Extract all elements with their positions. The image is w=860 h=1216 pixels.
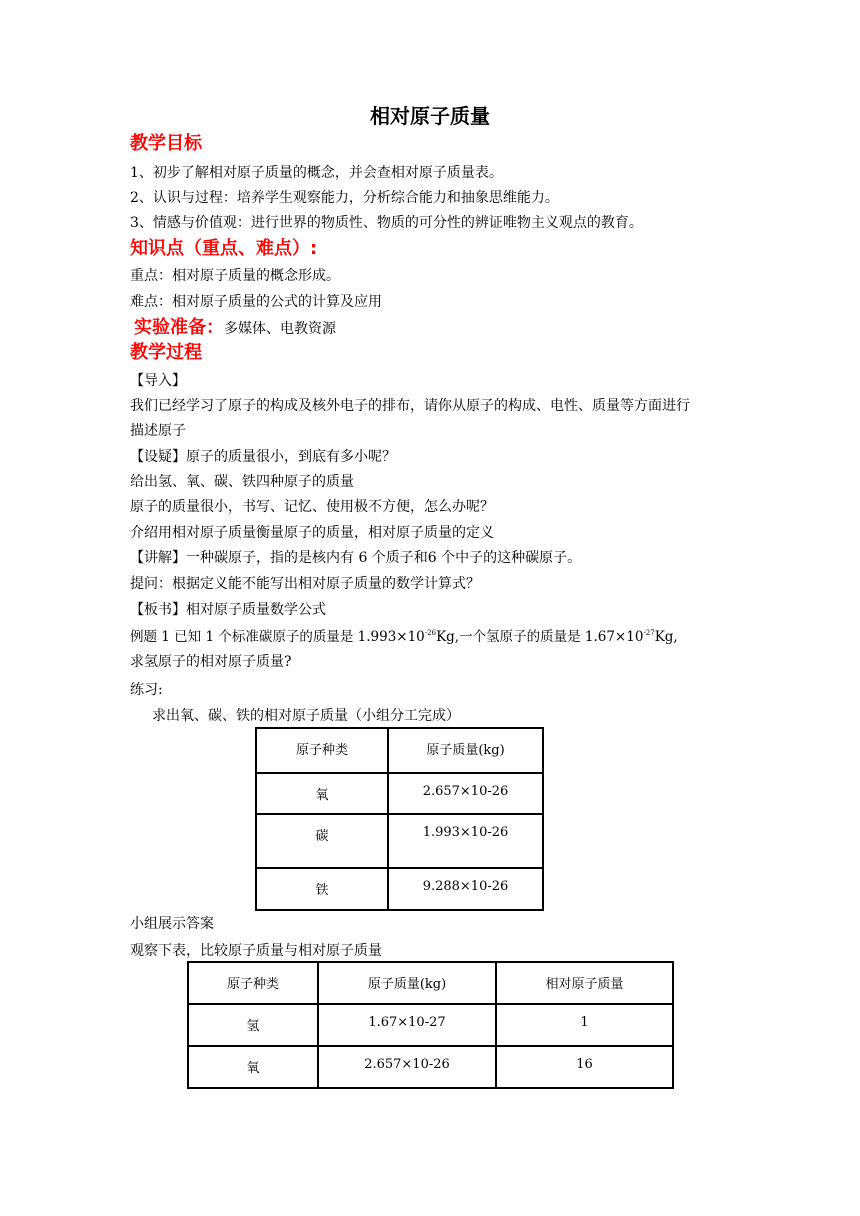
board-text: 【板书】相对原子质量数学公式	[130, 602, 326, 618]
example-line-1	[130, 627, 678, 647]
explain-text: 【讲解】一种碳原子，指的是核内有 6 个质子和6 个中子的这种碳原子。	[130, 550, 582, 566]
observe-text: 观察下表，比较原子质量与相对原子质量	[130, 943, 382, 959]
example-exponent-1: -26	[424, 629, 437, 637]
introduce-text: 介绍用相对原子质量衡量原子的质量，相对原子质量的定义	[130, 525, 494, 541]
table-cell: 铁	[256, 868, 388, 910]
table-cell: 氢	[188, 1004, 318, 1046]
goal-item-1: 1、初步了解相对原子质量的概念，并会查相对原子质量表。	[130, 165, 503, 181]
table-cell: 1	[496, 1004, 673, 1046]
example-line-2: 求氢原子的相对原子质量?	[130, 654, 292, 670]
table-header-cell: 相对原子质量	[496, 962, 673, 1004]
table-row	[188, 1004, 673, 1046]
table-cell: 16	[496, 1046, 673, 1088]
table-row	[256, 773, 543, 814]
question-text: 【设疑】原子的质量很小，到底有多小呢？	[130, 449, 396, 465]
table-header-row	[256, 728, 543, 773]
goal-item-3: 3、情感与价值观：进行世界的物质性、物质的可分性的辨证唯物主义观点的教育。	[130, 215, 643, 231]
experiment-prep	[130, 315, 336, 342]
experiment-prep-text: 多媒体、电教资源	[224, 321, 336, 337]
table-cell: 2.657×10-26	[388, 773, 543, 814]
table-cell: 1.67×10-27	[318, 1004, 496, 1046]
table-cell: 1.993×10-26	[388, 814, 543, 868]
key-point: 重点：相对原子质量的概念形成。	[130, 268, 340, 284]
table-row	[256, 814, 543, 868]
group-show-text: 小组展示答案	[130, 916, 214, 932]
table-header-cell: 原子质量(kg)	[318, 962, 496, 1004]
intro-text-line-2: 描述原子	[130, 423, 186, 439]
heading-teaching-process: 教学过程	[130, 342, 202, 363]
example-text-b: Kg,一个氢原子的质量是 1.67×10	[436, 629, 644, 645]
goal-item-2: 2、认识与过程：培养学生观察能力，分析综合能力和抽象思维能力。	[130, 190, 559, 206]
page-title: 相对原子质量	[370, 104, 490, 128]
difficult-point: 难点：相对原子质量的公式的计算及应用	[130, 294, 382, 310]
comparison-table	[187, 961, 674, 1089]
heading-knowledge-points: 知识点（重点、难点）:	[130, 238, 318, 259]
experiment-prep-label: 实验准备：	[134, 317, 224, 338]
problem-text: 原子的质量很小，书写、记忆、使用极不方便，怎么办呢？	[130, 499, 494, 515]
give-masses-text: 给出氢、氧、碳、铁四种原子的质量	[130, 474, 354, 490]
example-exponent-2: -27	[643, 629, 655, 637]
example-text-a: 例题 1 已知 1 个标准碳原子的质量是 1.993×10	[130, 629, 425, 645]
ask-text: 提问：根据定义能不能写出相对原子质量的数学计算式？	[130, 576, 480, 592]
table-cell: 2.657×10-26	[318, 1046, 496, 1088]
table-cell: 氧	[256, 773, 388, 814]
table-row	[188, 1046, 673, 1088]
table-header-cell: 原子种类	[256, 728, 388, 773]
heading-teaching-goals: 教学目标	[130, 133, 202, 154]
example-text-c: Kg,	[654, 629, 678, 645]
practice-task: 求出氧、碳、铁的相对原子质量（小组分工完成）	[152, 708, 460, 724]
table-cell: 氧	[188, 1046, 318, 1088]
table-row	[256, 868, 543, 910]
table-header-row	[188, 962, 673, 1004]
intro-text-line-1: 我们已经学习了原子的构成及核外电子的排布，请你从原子的构成、电性、质量等方面进行	[130, 398, 690, 414]
practice-table	[255, 727, 544, 911]
table-cell: 9.288×10-26	[388, 868, 543, 910]
intro-tag: 【导入】	[130, 373, 186, 389]
table-cell: 碳	[256, 814, 388, 868]
practice-label: 练习:	[130, 682, 163, 698]
table-header-cell: 原子种类	[188, 962, 318, 1004]
table-header-cell: 原子质量(kg)	[388, 728, 543, 773]
